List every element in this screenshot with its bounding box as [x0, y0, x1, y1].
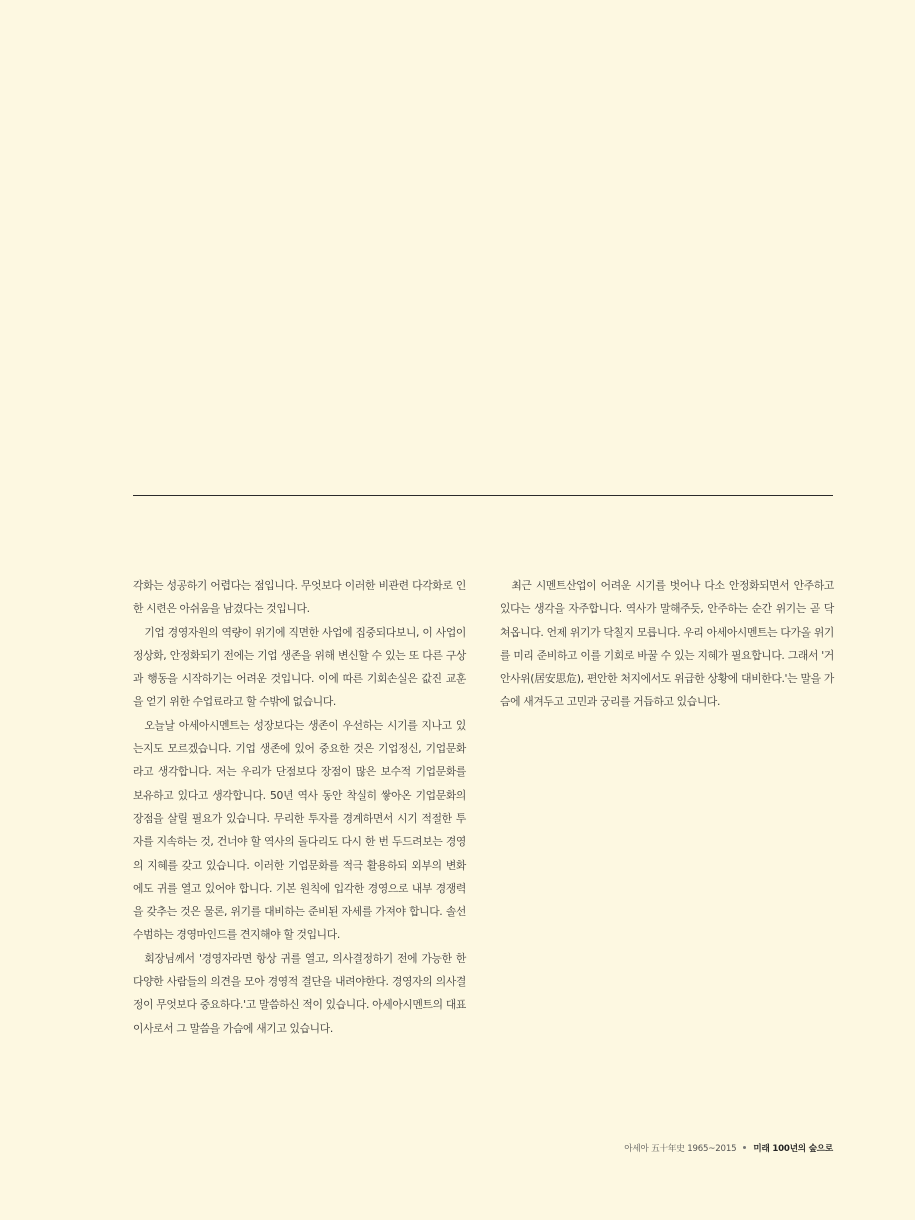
footer-book-title: 아세아 五十年史 1965~2015	[624, 1144, 737, 1154]
horizontal-divider	[133, 495, 833, 496]
page-footer	[624, 1142, 833, 1154]
bullet-separator-icon	[743, 1146, 746, 1149]
paragraph: 최근 시멘트산업이 어려운 시기를 벗어나 다소 안정화되면서 안주하고 있다는 생각을 자주합니다. 역사가 말해주듯, 안주하는 순간 위기는 곧 닥쳐옵니다. 언제 위기가 닥칠지 모릅니다. 우리 아세아시멘트는 다가올 위기를 미리 준비하고 이를 기회로 바꿀 수 있는 지혜가 필요합니다. 그래서 '거안사위(居安思危), 편안한 처지에서도 위급한 상황에 대비한다.'는 말을 가슴에 새겨두고 고민과 궁리를 거듭하고 있습니다.	[500, 579, 834, 709]
paragraph: 각화는 성공하기 어렵다는 점입니다. 무엇보다 이러한 비관련 다각화로 인한 시련은 아쉬움을 남겼다는 것입니다.	[133, 579, 466, 616]
paragraph: 회장님께서 '경영자라면 항상 귀를 열고, 의사결정하기 전에 가능한 한 다양한 사람들의 의견을 모아 경영적 결단을 내려야한다. 경영자의 의사결정이 무엇보다 중요하다.'고 말씀하신 적이 있습니다. 아세아시멘트의 대표이사로서 그 말씀을 가슴에 새기고 있습니다.	[133, 951, 466, 1035]
paragraph: 오늘날 아세아시멘트는 성장보다는 생존이 우선하는 시기를 지나고 있는지도 모르겠습니다. 기업 생존에 있어 중요한 것은 기업정신, 기업문화라고 생각합니다. 저는 우리가 단점보다 장점이 많은 보수적 기업문화를 보유하고 있다고 생각합니다. 50년 역사 동안 착실히 쌓아온 기업문화의 장점을 살릴 필요가 있습니다. 무리한 투자를 경계하면서 시기 적절한 투자를 지속하는 것, 건너야 할 역사의 돌다리도 다시 한 번 두드려보는 경영의 지혜를 갖고 있습니다. 이러한 기업문화를 적극 활용하되 외부의 변화에도 귀를 열고 있어야 합니다. 기본 원칙에 입각한 경영으로 내부 경쟁력을 갖추는 것은 물론, 위기를 대비하는 준비된 자세를 가져야 합니다. 솔선수범하는 경영마인드를 견지해야 할 것입니다.	[133, 718, 466, 942]
left-text-column	[133, 574, 466, 1040]
right-text-column	[500, 574, 834, 714]
paragraph: 기업 경영자원의 역량이 위기에 직면한 사업에 집중되다보니, 이 사업이 정상화, 안정화되기 전에는 기업 생존을 위해 변신할 수 있는 또 다른 구상과 행동을 시작하기는 어려운 것입니다. 이에 따른 기회손실은 값진 교훈을 얻기 위한 수업료라고 할 수밖에 없습니다.	[133, 625, 466, 709]
footer-section-title: 미래 100년의 숲으로	[753, 1144, 833, 1154]
